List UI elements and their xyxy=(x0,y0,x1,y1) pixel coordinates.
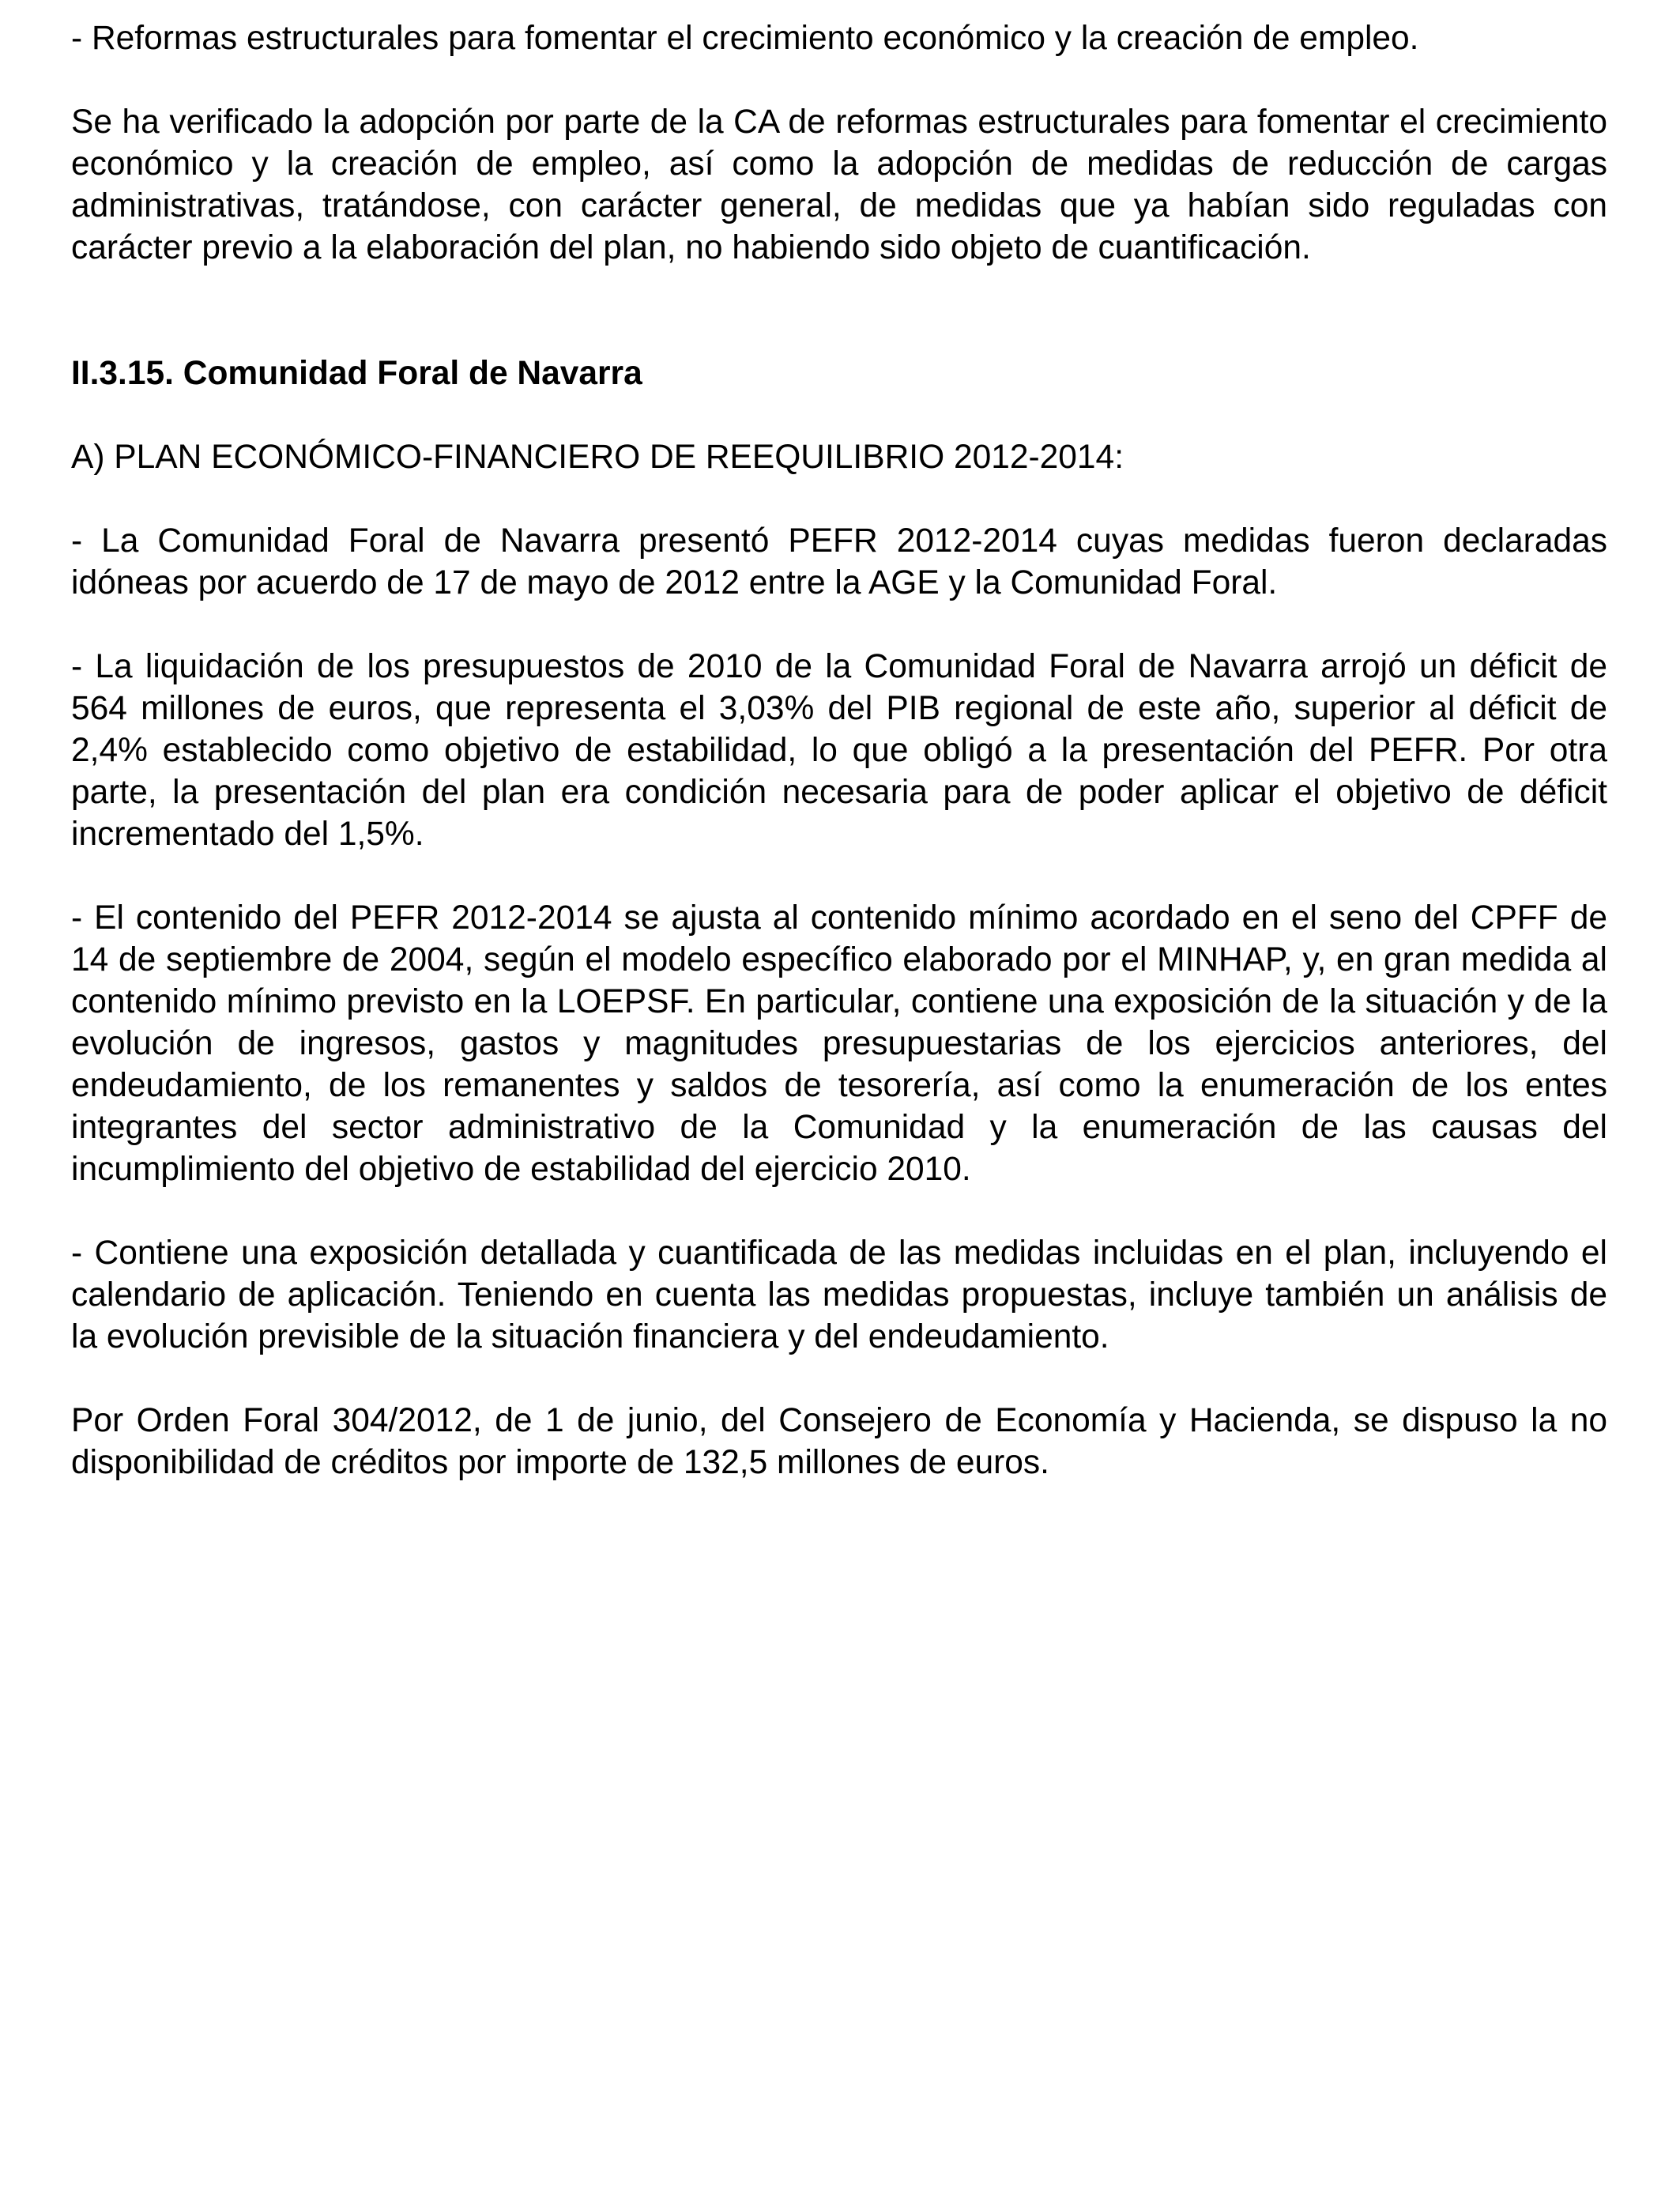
bullet-paragraph-3: - El contenido del PEFR 2012-2014 se ajusta al contenido mínimo acordado en el seno del CPFF de 14 de septiembre de 2004, según el modelo específico elaborado por el MINHAP, y, en gran medida al contenido mínimo previsto en la LOEPSF. En particular, contiene una exposición de la situación y de la evolución de ingresos, gastos y magnitudes presupuestarias de los ejercicios anteriores, del endeudamiento, de los remanentes y saldos de tesorería, así como la enumeración de los entes integrantes del sector administrativo de la Comunidad y la enumeración de las causas del incumplimiento del objetivo de estabilidad del ejercicio 2010. xyxy=(71,899,1607,1188)
plan-heading: A) PLAN ECONÓMICO-FINANCIERO DE REEQUILIBRIO 2012-2014: xyxy=(71,439,1124,476)
intro-bullet: - Reformas estructurales para fomentar el crecimiento económico y la creación de empleo. xyxy=(71,20,1419,57)
section-heading: II.3.15. Comunidad Foral de Navarra xyxy=(71,355,642,392)
verification-paragraph: Se ha verificado la adopción por parte de la CA de reformas estructurales para fomentar el crecimiento económico y la creación de empleo, así como la adopción de medidas de reducción de cargas administrativas, tratándose, con carácter general, de medidas que ya habían sido reguladas con carácter previo a la elaboración del plan, no habiendo sido objeto de cuantificación. xyxy=(71,104,1607,266)
bullet-paragraph-2: - La liquidación de los presupuestos de 2010 de la Comunidad Foral de Navarra arrojó un déficit de 564 millones de euros, que representa el 3,03% del PIB regional de este año, superior al déficit de 2,4% establecido como objetivo de estabilidad, lo que obligó a la presentación del PEFR. Por otra parte, la presentación del plan era condición necesaria para de poder aplicar el objetivo de déficit incrementado del 1,5%. xyxy=(71,648,1607,853)
document-page xyxy=(71,17,1607,1483)
closing-paragraph: Por Orden Foral 304/2012, de 1 de junio, del Consejero de Economía y Hacienda, se dispuso la no disponibilidad de créditos por importe de 132,5 millones de euros. xyxy=(71,1402,1607,1481)
bullet-paragraph-1: - La Comunidad Foral de Navarra presentó PEFR 2012-2014 cuyas medidas fueron declaradas idóneas por acuerdo de 17 de mayo de 2012 entre la AGE y la Comunidad Foral. xyxy=(71,522,1607,601)
bullet-paragraph-4: - Contiene una exposición detallada y cuantificada de las medidas incluidas en el plan, incluyendo el calendario de aplicación. Teniendo en cuenta las medidas propuestas, incluye también un análisis de la evolución previsible de la situación financiera y del endeudamiento. xyxy=(71,1235,1607,1355)
